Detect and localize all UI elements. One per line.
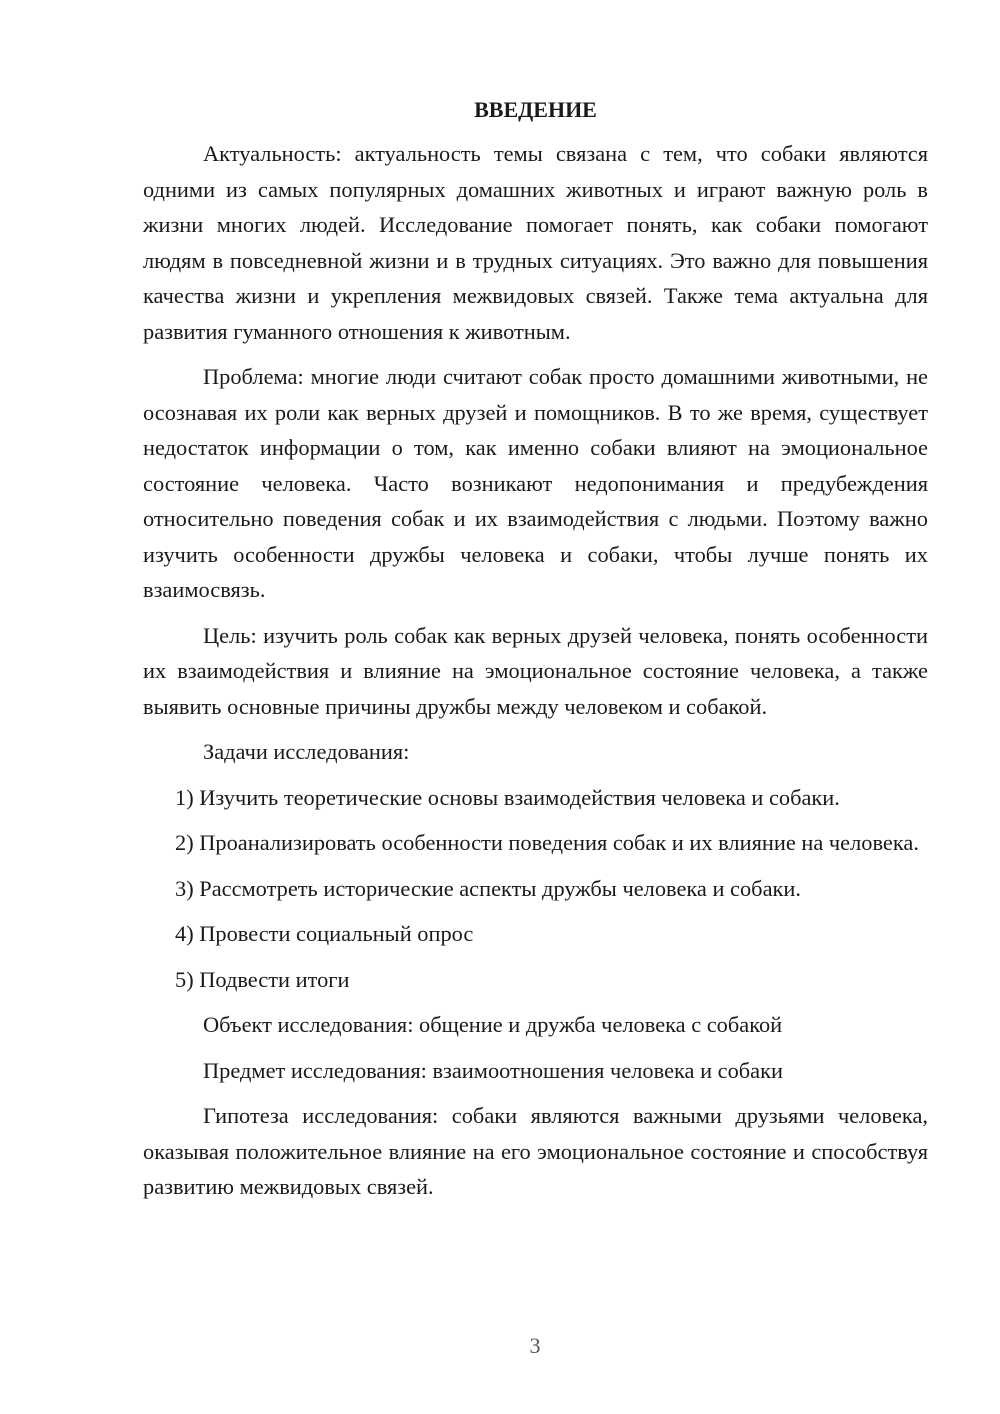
task-item-1: 1) Изучить теоретические основы взаимодействия человека и собаки. [175, 784, 840, 810]
task-item-3: 3) Рассмотреть исторические аспекты дружбы человека и собаки. [175, 875, 801, 901]
task-item-5: 5) Подвести итоги [175, 966, 350, 992]
research-object: Объект исследования: общение и дружба человека с собакой [203, 1012, 783, 1037]
tasks-title: Задачи исследования: [203, 739, 410, 764]
document-page [143, 92, 928, 1215]
problem-paragraph: Проблема: многие люди считают собак просто домашними животными, не осознавая их роли как верных друзей и помощников. В то же время, существует недостаток информации о том, как именно собаки влияют на эмоциональное состояние человека. Часто возникают недопонимания и предубеждения относительно поведения собак и их взаимодействия с людьми. Поэтому важно изучить особенности дружбы человека и собаки, чтобы лучше понять их взаимосвязь. [143, 364, 928, 602]
goal-paragraph: Цель: изучить роль собак как верных друзей человека, понять особенности их взаимодействия и влияние на эмоциональное состояние человека, а также выявить основные причины дружбы между человеком и собакой. [143, 622, 928, 719]
task-item-2: 2) Проанализировать особенности поведения собак и их влияние на человека. [175, 830, 919, 855]
relevance-paragraph: Актуальность: актуальность темы связана с тем, что собаки являются одними из самых популярных домашних животных и играют важную роль в жизни многих людей. Исследование помогает понять, как собаки помогают людям в повседневной жизни и в трудных ситуациях. Это важно для повышения качества жизни и укрепления межвидовых связей. Также тема актуальна для развития гуманного отношения к животным. [143, 141, 928, 344]
page-number: 3 [529, 1333, 541, 1358]
research-subject: Предмет исследования: взаимоотношения человека и собаки [203, 1057, 783, 1083]
page-title: ВВЕДЕНИЕ [474, 97, 597, 122]
task-item-4: 4) Провести социальный опрос [175, 921, 474, 946]
hypothesis-paragraph: Гипотеза исследования: собаки являются важными друзьями человека, оказывая положительное влияние на его эмоциональное состояние и способствуя развитию межвидовых связей. [143, 1103, 928, 1199]
